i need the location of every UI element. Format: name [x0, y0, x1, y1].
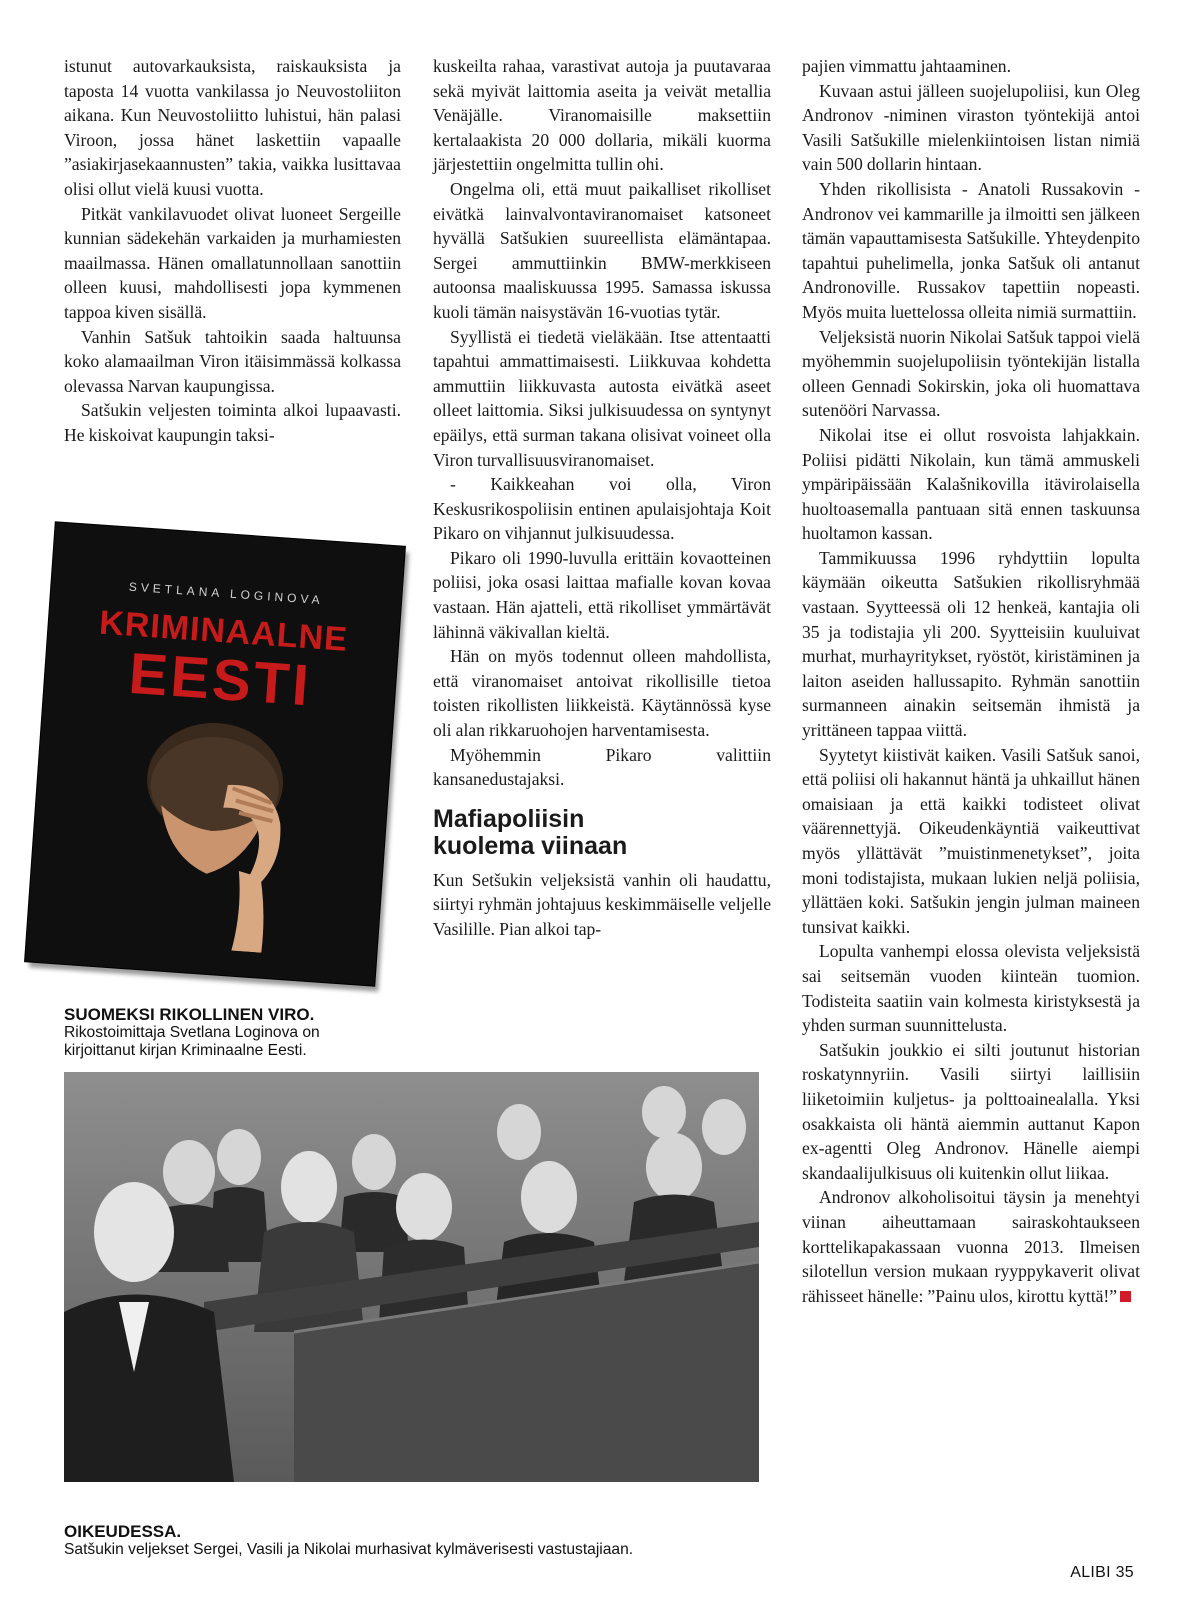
article-column-3	[802, 54, 1140, 1308]
paragraph: Ongelma oli, että muut paikalliset rikolliset eivätkä lainvalvontaviranomaiset katsoneet hyvällä Satšukien suureellista elämäntapaa. Sergei ammuttiinkin BMW-merkkiseen autoonsa maaliskuussa 1995. Samassa iskussa kuoli tämän naisystävän 16-vuotias tytär.	[433, 178, 771, 322]
book-author: SVETLANA LOGINOVA	[128, 579, 325, 608]
paragraph-text: Andronov alkoholisoitui täysin ja menehtyi viinan aiheuttamaan sairaskohtaukseen korttelikapakassaan vuonna 2013. Ilmeisen silotellun version mukaan ryyppykaverit olivat rähisseet hänelle: ”Painu ulos, kirottu kyttä!”	[802, 1187, 1140, 1306]
paragraph: Pikaro oli 1990-luvulla erittäin kovaotteinen poliisi, joka osasi laittaa mafialle kovan kovaa vastaan. Hän ajatteli, että rikolliset ymmärtävät lähinnä väkivallan kieltä.	[433, 547, 771, 642]
book-cover-image	[25, 522, 405, 985]
paragraph: Kun Setšukin veljeksistä vanhin oli haudattu, siirtyi ryhmän johtajuus keskimmäiselle veljelle Vasilille. Pian alkoi tap-	[433, 869, 771, 939]
paragraph: Myöhemmin Pikaro valittiin kansanedustajaksi.	[433, 744, 771, 790]
paragraph: istunut autovarkauksista, raiskauksista ja taposta 14 vuotta vankilassa jo Neuvostoliiton aikana. Kun Neuvostoliitto luhistui, hän palasi Viroon, jossa hänet laskettiin vapaalle ”asiakirjasekaannusten” takia, vaikka lusittavaa olisi ollut vielä kuusi vuotta.	[64, 56, 401, 199]
caption-title: SUOMEKSI RIKOLLINEN VIRO.	[64, 1005, 315, 1024]
paragraph: Pitkät vankilavuodet olivat luoneet Sergeille kunnian sädekehän varkaiden ja murhamiesten maailmassa. Hänen omallatunnollaan sanottiin olleen kuusi, mahdollisesti jopa kymmenen tappoa kiven sisällä.	[64, 203, 401, 322]
caption-title: OIKEUDESSA.	[64, 1522, 182, 1541]
book-title-line-2: EESTI	[126, 640, 314, 719]
page-footer: ALIBI 35	[1070, 1564, 1134, 1581]
caption-text: Rikostoimittaja Svetlana Loginova on kirjoittanut kirjan Kriminaalne Eesti.	[64, 1024, 320, 1059]
paragraph: pajien vimmattu jahtaaminen.	[802, 56, 1011, 76]
last-paragraph	[802, 1185, 1140, 1308]
subheading-line-1: Mafiapoliisin	[433, 804, 585, 833]
paragraph: Veljeksistä nuorin Nikolai Satšuk tappoi vielä myöhemmin suojelupoliisin työntekijän listalla olleen Gennadi Sokirskin, joka oli huomattava sutenööri Narvassa.	[802, 326, 1140, 421]
subheading-line-2: kuolema viinaan	[433, 831, 628, 860]
book-photo-caption	[64, 1005, 394, 1060]
paragraph: Satšukin veljesten toiminta alkoi lupaavasti. He kiskoivat kaupungin taksi-	[64, 400, 401, 445]
paragraph: Vanhin Satšuk tahtoikin saada haltuunsa koko alamaailman Viron itäisimmässä kolkassa olevassa Narvan kaupungissa.	[64, 326, 401, 396]
paragraph: kuskeilta rahaa, varastivat autoja ja puutavaraa sekä myivät laittomia aseita ja veivät metallia Venäjälle. Viranomaisille maksettiin kertalaakista 20 000 dollaria, mikäli kuorma järjestettiin ongelmitta tullin ohi.	[433, 56, 771, 175]
courtroom-photo	[64, 1072, 759, 1482]
paragraph: Lopulta vanhempi elossa olevista veljeksistä sai seitsemän vuoden kiinteän tuomion. Todisteita saatiin vain kolmesta kiristyksestä ja yhden surman suunnittelusta.	[802, 941, 1140, 1036]
article-column-2	[433, 54, 771, 942]
caption-text: Satšukin veljekset Sergei, Vasili ja Nikolai murhasivat kylmäverisesti vastustajiaan.	[64, 1541, 634, 1558]
article-column-1	[64, 54, 401, 448]
courtroom-photo-illustration	[64, 1072, 759, 1482]
end-mark-icon	[1120, 1291, 1131, 1302]
paragraph: Syytetyt kiistivät kaiken. Vasili Satšuk sanoi, että poliisi oli hakannut häntä ja uhkaillut hänen omaisiaan ja että kaikki todisteet olivat väärennettyjä. Oikeudenkäyntiä vaikeuttivat myös yllättävät ”muistinmenetykset”, joita moni todistajista, mukaan lukien neljä poliisia, yllättäen koki. Satšukin jengin julman maineen tunsivat kaikki.	[802, 744, 1140, 937]
book-title-line-1: KRIMINAALNE	[98, 603, 350, 659]
courtroom-photo-caption	[64, 1522, 784, 1559]
paragraph: Yhden rikollisista - Anatoli Russakovin - Andronov vei kammarille ja ilmoitti sen jälkeen tämän vapauttamisesta Satšukille. Yhteydenpito tapahtui puhelimella, jonka Satšuk oli antanut Andronoville. Russakov tapettiin nopeasti. Myös muita luettelossa olleita nimiä surmattiin.	[802, 178, 1140, 322]
paragraph: Satšukin joukkio ei silti joutunut historian roskatynnyriin. Vasili siirtyi laillisiin liiketoimiin kuljetus- ja polttoainealalla. Yksi osakkaista oli häntä aiemmin auttanut Kapon ex-agentti Oleg Andronov. Hänelle aiempi skandaalijulkisuus oli kuitenkin ollut liikaa.	[802, 1039, 1140, 1183]
paragraph: - Kaikkeahan voi olla, Viron Keskusrikospoliisin entinen apulaisjohtaja Koit Pikaro on vihjannut julkisuudessa.	[433, 474, 771, 544]
paragraph: Hän on myös todennut olleen mahdollista, että viranomaiset antoivat rikollisille tietoa toisten rikollisten liikkeistä. Käytännössä kyse oli alan rikkaruohojen harventamisesta.	[433, 646, 771, 741]
section-subheading	[433, 806, 771, 860]
head-in-hand-illustration	[122, 704, 308, 955]
paragraph: Kuvaan astui jälleen suojelupoliisi, kun Oleg Andronov -niminen viraston työntekijä antoi Vasili Satšukille mielenkiintoisen listan nimiä vain 500 dollarin hintaan.	[802, 80, 1140, 175]
paragraph: Tammikuussa 1996 ryhdyttiin lopulta käymään oikeutta Satšukien rikollisryhmää vastaan. Syytteessä oli 12 henkeä, kantajia oli 35 ja todistajia yli 200. Syytteisiin kuuluivat murhat, murhayritykset, ryöstöt, kiristäminen ja laiton aseiden hallussapito. Ryhmän sanottiin surmanneen ainakin seitsemän ihmistä ja yrittäneen tappaa viittä.	[802, 547, 1140, 741]
paragraph: Syyllistä ei tiedetä vieläkään. Itse attentaatti tapahtui ammattimaisesti. Liikkuvaa kohdetta ammuttiin liikkuvasta autosta eivätkä aseet olleet laittomia. Siksi julkisuudessa on syntynyt epäilys, että surman takana olisivat voineet olla Viron turvallisuusviranomaiset.	[433, 326, 771, 470]
paragraph: Nikolai itse ei ollut rosvoista lahjakkain. Poliisi pidätti Nikolain, kun tämä ammuskeli ympäripäissään Kalašnikovilla itävirolaisella huoltoasemalla pantuaan sitä ennen taskuunsa huoltamon kassan.	[802, 424, 1140, 544]
